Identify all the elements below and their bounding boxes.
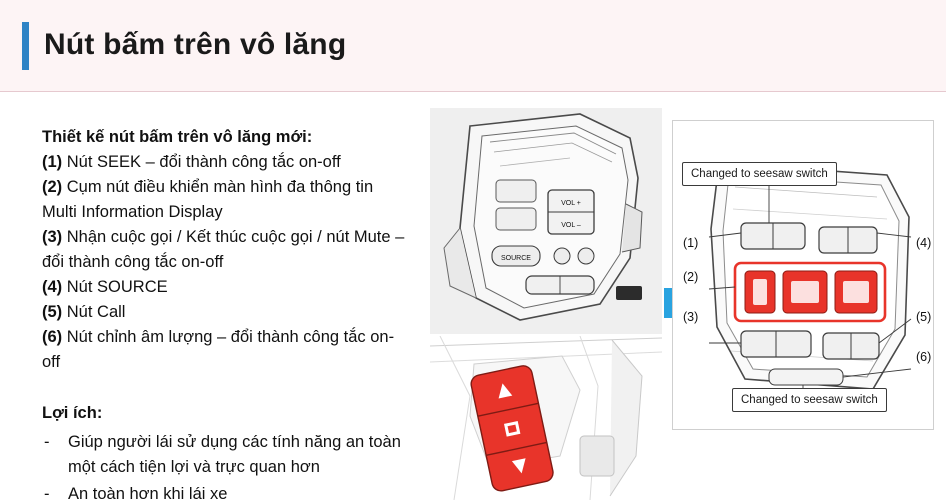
- design-item-1-text: Nút SEEK – đổi thành công tắc on-off: [66, 153, 341, 171]
- content-text-column: [42, 125, 412, 500]
- dash-bullet-icon: -: [44, 485, 50, 500]
- callout-top: Changed to seesaw switch: [682, 162, 837, 186]
- photo-vol-down-label: VOL –: [561, 222, 581, 229]
- red-buttons-illustration: [430, 336, 662, 500]
- design-item-5-num: (5): [42, 303, 63, 321]
- benefit-1-text: Giúp người lái sử dụng các tính năng an toàn một cách tiện lợi và trực quan hơn: [68, 433, 401, 476]
- design-item-4-text: Nút SOURCE: [66, 278, 168, 296]
- design-item-3-text: Nhận cuộc gọi / Kết thúc cuộc gọi / nút Mute – đổi thành công tắc on-off: [42, 228, 405, 271]
- benefits-heading: Lợi ích:: [42, 404, 103, 422]
- design-item-6-num: (6): [42, 328, 63, 346]
- design-item-5-text: Nút Call: [66, 303, 126, 321]
- design-item-6: [42, 325, 412, 375]
- slide-header: [0, 0, 946, 92]
- page-title: Nút bấm trên vô lăng: [44, 28, 347, 61]
- design-item-2-text: Cụm nút điều khiển màn hình đa thông tin Multi Information Display: [42, 178, 374, 221]
- diagram-label-6: (6): [916, 350, 932, 364]
- header-accent-bar: [22, 22, 29, 70]
- steering-wheel-switch-photo: [430, 108, 662, 334]
- design-item-4: [42, 275, 412, 300]
- design-item-1-num: (1): [42, 153, 63, 171]
- design-item-2-num: (2): [42, 178, 63, 196]
- design-item-3-num: (3): [42, 228, 63, 246]
- dash-bullet-icon: -: [44, 433, 50, 451]
- photo-vol-up-label: VOL +: [561, 200, 581, 207]
- callout-bottom: Changed to seesaw switch: [732, 388, 887, 412]
- list-item: [42, 482, 412, 500]
- red-buttons-photo: [430, 336, 662, 500]
- benefit-2-text: An toàn hơn khi lái xe: [68, 485, 228, 500]
- design-item-5: [42, 300, 412, 325]
- diagram-label-3: (3): [683, 310, 699, 324]
- design-item-4-num: (4): [42, 278, 63, 296]
- design-item-3: [42, 225, 412, 275]
- design-item-6-text: Nút chỉnh âm lượng – đổi thành công tắc on-off: [42, 328, 395, 371]
- design-item-2: [42, 175, 412, 225]
- design-heading: Thiết kế nút bấm trên vô lăng mới:: [42, 128, 313, 146]
- photo-source-label: SOURCE: [501, 255, 531, 262]
- benefits-list: [42, 430, 412, 500]
- diagram-label-5: (5): [916, 310, 932, 324]
- design-item-1: [42, 150, 412, 175]
- diagram-label-1: (1): [683, 236, 699, 250]
- diagram-label-4: (4): [916, 236, 932, 250]
- list-item: [42, 430, 412, 480]
- diagram-label-2: (2): [683, 270, 699, 284]
- steering-wheel-switch-illustration: [430, 108, 662, 334]
